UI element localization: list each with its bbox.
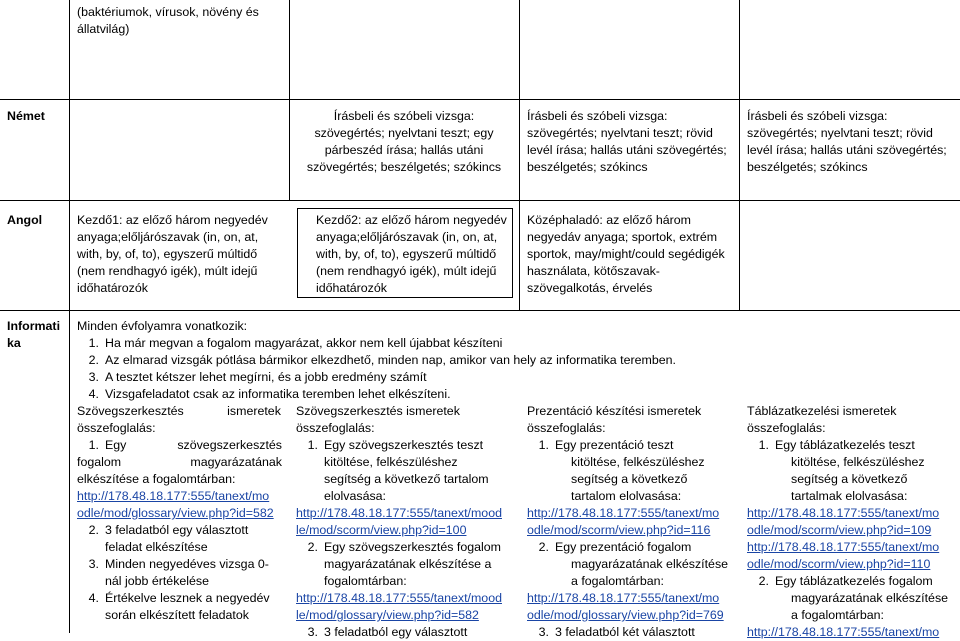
text-line: feladat elkészítése	[105, 540, 208, 554]
list-item	[77, 437, 282, 454]
item-text: Egy táblázatkezelés fogalom	[775, 574, 933, 588]
item-text: Értékelve lesznek a negyedév	[105, 591, 270, 605]
list-item	[747, 437, 959, 454]
item-number: 1.	[88, 438, 99, 452]
text-line: ka	[7, 336, 21, 350]
item-text: Minden negyedéves vizsga 0-	[105, 557, 269, 571]
text-line: párbeszéd írása; hallás utáni	[324, 143, 484, 157]
row-divider	[0, 200, 960, 201]
item-number: 1.	[758, 438, 769, 452]
text-line: Írásbeli és szóbeli vizsga:	[333, 109, 475, 123]
text-line: szövegértés; nyelvtani teszt; rövid	[747, 126, 933, 140]
text-line: negyedáv anyaga; sportok, extrém	[527, 230, 718, 244]
scorm-link[interactable]: http://178.48.18.177:555/tanext/mo	[527, 506, 720, 520]
text-line: Kezdő2: az előző három negyedév	[316, 213, 507, 227]
item-number: 2.	[538, 540, 549, 554]
item-text: Az elmarad vizsgák pótlása bármikor elkezdhető, minden nap, amikor van hely az informatika teremben.	[105, 353, 676, 367]
list-item	[77, 590, 282, 607]
list-item	[77, 386, 957, 403]
col-heading: összefoglalás:	[747, 421, 826, 435]
glossary-link[interactable]: http://178.48.18.177:555/tanext/mo	[747, 625, 940, 639]
list-item	[747, 573, 959, 590]
text-line: with, by, of, to), egyszerű múltidő	[316, 247, 497, 261]
item-number: 3.	[88, 370, 99, 384]
list-item	[296, 437, 518, 454]
text-line: Egy szövegszerkesztés	[105, 438, 282, 452]
text-line: (baktériumok, vírusok, növény és	[77, 5, 259, 19]
scorm-link[interactable]: http://178.48.18.177:555/tanext/mo	[747, 540, 940, 554]
item-number: 2.	[88, 353, 99, 367]
text-line: tartalom elolvasása:	[571, 489, 682, 503]
item-text: Egy szövegszerkesztés fogalom	[324, 540, 501, 554]
item-text: A tesztet kétszer lehet megírni, és a jobb eredmény számít	[105, 370, 427, 384]
row-divider	[0, 310, 960, 311]
item-number: 3.	[88, 557, 99, 571]
col-heading: összefoglalás:	[296, 421, 375, 435]
list-item	[527, 539, 737, 556]
glossary-link[interactable]: http://178.48.18.177:555/tanext/mo	[77, 489, 270, 503]
text-line: fogalom magyarázatának	[77, 455, 282, 469]
text-line: Kezdő1: az előző három negyedév	[77, 213, 268, 227]
scorm-link[interactable]: le/mod/scorm/view.php?id=100	[296, 523, 467, 537]
scorm-link[interactable]: http://178.48.18.177:555/tanext/mood	[296, 506, 502, 520]
scorm-link[interactable]: http://178.48.18.177:555/tanext/mo	[747, 506, 940, 520]
text-line: időhatározók	[316, 281, 387, 295]
text-line: segítség a következő	[791, 472, 908, 486]
angol-col1	[316, 212, 516, 297]
text-line: segítség a következő tartalom	[324, 472, 489, 486]
info-col-d	[747, 403, 959, 641]
text-line: nál jobb értékelése	[105, 574, 210, 588]
row-label-nemet: Német	[7, 109, 45, 123]
list-item	[77, 335, 957, 352]
text-line: with, by, of, to), egyszerű múltidő	[77, 247, 258, 261]
item-text	[105, 437, 282, 454]
item-text: 3 feladatból két választott	[555, 625, 695, 639]
col-heading: összefoglalás:	[77, 421, 156, 435]
item-text: 3 feladatból egy választott	[324, 625, 468, 639]
item-text: Egy prezentáció teszt	[555, 438, 674, 452]
text-line: beszélgetés; szókincs	[527, 160, 648, 174]
item-number: 2.	[88, 523, 99, 537]
text-line: segítség a következő	[571, 472, 688, 486]
glossary-link[interactable]: http://178.48.18.177:555/tanext/mo	[527, 591, 720, 605]
list-item	[77, 522, 282, 539]
text-line: időhatározók	[77, 281, 148, 295]
row-label-angol: Angol	[7, 213, 43, 227]
scorm-link[interactable]: odle/mod/scorm/view.php?id=110	[747, 557, 931, 571]
glossary-link[interactable]: odle/mod/glossary/view.php?id=582	[77, 506, 274, 520]
col-heading: Prezentáció készítési ismeretek	[527, 404, 702, 418]
col-heading: összefoglalás:	[527, 421, 606, 435]
info-col-b	[296, 403, 518, 641]
item-text: Vizsgafeladatot csak az informatika teremben lehet elkészíteni.	[105, 387, 451, 401]
nemet-col1	[289, 108, 519, 176]
item-number: 1.	[88, 336, 99, 350]
text-line: szövegértés; nyelvtani teszt; rövid	[527, 126, 713, 140]
list-item	[77, 369, 957, 386]
column-divider	[519, 0, 520, 310]
scorm-link[interactable]: odle/mod/scorm/view.php?id=116	[527, 523, 711, 537]
glossary-link[interactable]: le/mod/glossary/view.php?id=582	[296, 608, 479, 622]
text-line: Minden évfolyamra vonatkozik:	[77, 319, 248, 333]
text-line: magyarázatának elkészítése	[571, 557, 729, 571]
text-line: tartalmak elolvasása:	[791, 489, 908, 503]
col-heading: Szövegszerkesztés ismeretek	[296, 404, 460, 418]
item-text: Egy szövegszerkesztés teszt	[324, 438, 484, 452]
list-item	[296, 539, 518, 556]
item-number: 3.	[538, 625, 549, 639]
text-line: anyaga;előljárószavak (in, on, at,	[77, 230, 259, 244]
text-line: magyarázatának elkészítése	[791, 591, 949, 605]
row-label-informatika	[7, 318, 60, 352]
text-line: elkészítése a fogalomtárban:	[77, 472, 236, 486]
text-line: (nem rendhagyó igék), múlt idejű	[77, 264, 258, 278]
item-number: 4.	[88, 591, 99, 605]
item-number: 1.	[538, 438, 549, 452]
glossary-link[interactable]: http://178.48.18.177:555/tanext/mood	[296, 591, 502, 605]
text-line: Írásbeli és szóbeli vizsga:	[527, 109, 668, 123]
text-line: szövegértés; nyelvtani teszt; egy	[314, 126, 494, 140]
text-line: magyarázatának elkészítése a	[324, 557, 492, 571]
item-number: 3.	[307, 625, 318, 639]
text-line: a fogalomtárban:	[571, 574, 664, 588]
col-heading: Szövegszerkesztés ismeretek	[77, 404, 281, 418]
nemet-col2	[527, 108, 737, 176]
nemet-col3	[747, 108, 959, 176]
row-divider	[0, 99, 960, 100]
list-item	[527, 437, 737, 454]
text-line: Informati	[7, 319, 61, 333]
text-line: anyaga;előljárószavak (in, on, at,	[316, 230, 498, 244]
text-line: levél írása; hallás utáni szövegértés;	[527, 143, 727, 157]
scorm-link[interactable]: odle/mod/scorm/view.php?id=109	[747, 523, 932, 537]
text-line: szövegalkotás, érvelés	[527, 281, 653, 295]
text-line: fogalomtárban:	[324, 574, 407, 588]
text-line: kitöltése, felkészüléshez	[324, 455, 458, 469]
first-row-text	[77, 4, 277, 38]
item-text: 3 feladatból egy választott	[105, 523, 249, 537]
angol-col0	[77, 212, 287, 297]
item-text: Egy táblázatkezelés teszt	[775, 438, 915, 452]
col-heading: Táblázatkezelési ismeretek	[747, 404, 897, 418]
text-line: levél írása; hallás utáni szövegértés;	[747, 143, 947, 157]
item-text: Egy prezentáció fogalom	[555, 540, 692, 554]
column-divider	[739, 0, 740, 310]
text-line: (nem rendhagyó igék), múlt idejű	[316, 264, 497, 278]
text-line: beszélgetés; szókincs	[747, 160, 868, 174]
text-line: során elkészített feladatok	[105, 608, 249, 622]
text-line: szövegértés; beszélgetés; szókincs	[306, 160, 502, 174]
item-number: 1.	[307, 438, 318, 452]
item-number: 2.	[758, 574, 769, 588]
text-line: Középhaladó: az előző három	[527, 213, 691, 227]
text-line: kitöltése, felkészüléshez	[791, 455, 925, 469]
text-line: kitöltése, felkészüléshez	[571, 455, 705, 469]
item-text: Ha már megvan a fogalom magyarázat, akkor nem kell újabbat készíteni	[105, 336, 503, 350]
item-number: 4.	[88, 387, 99, 401]
glossary-link[interactable]: odle/mod/glossary/view.php?id=769	[527, 608, 724, 622]
list-item	[77, 556, 282, 573]
text-line: Írásbeli és szóbeli vizsga:	[747, 109, 888, 123]
text-line: elolvasása:	[324, 489, 386, 503]
list-item	[77, 352, 957, 369]
column-divider	[69, 0, 70, 633]
text-line: használata, kötőszavak-	[527, 264, 660, 278]
info-col-a	[77, 403, 282, 624]
text-line: állatvilág)	[77, 22, 130, 36]
text-line: sportok, may/might/could segédigék	[527, 247, 725, 261]
item-number: 2.	[307, 540, 318, 554]
info-intro	[77, 318, 957, 403]
text-line: a fogalomtárban:	[791, 608, 884, 622]
info-col-c	[527, 403, 737, 641]
angol-col2	[527, 212, 737, 297]
